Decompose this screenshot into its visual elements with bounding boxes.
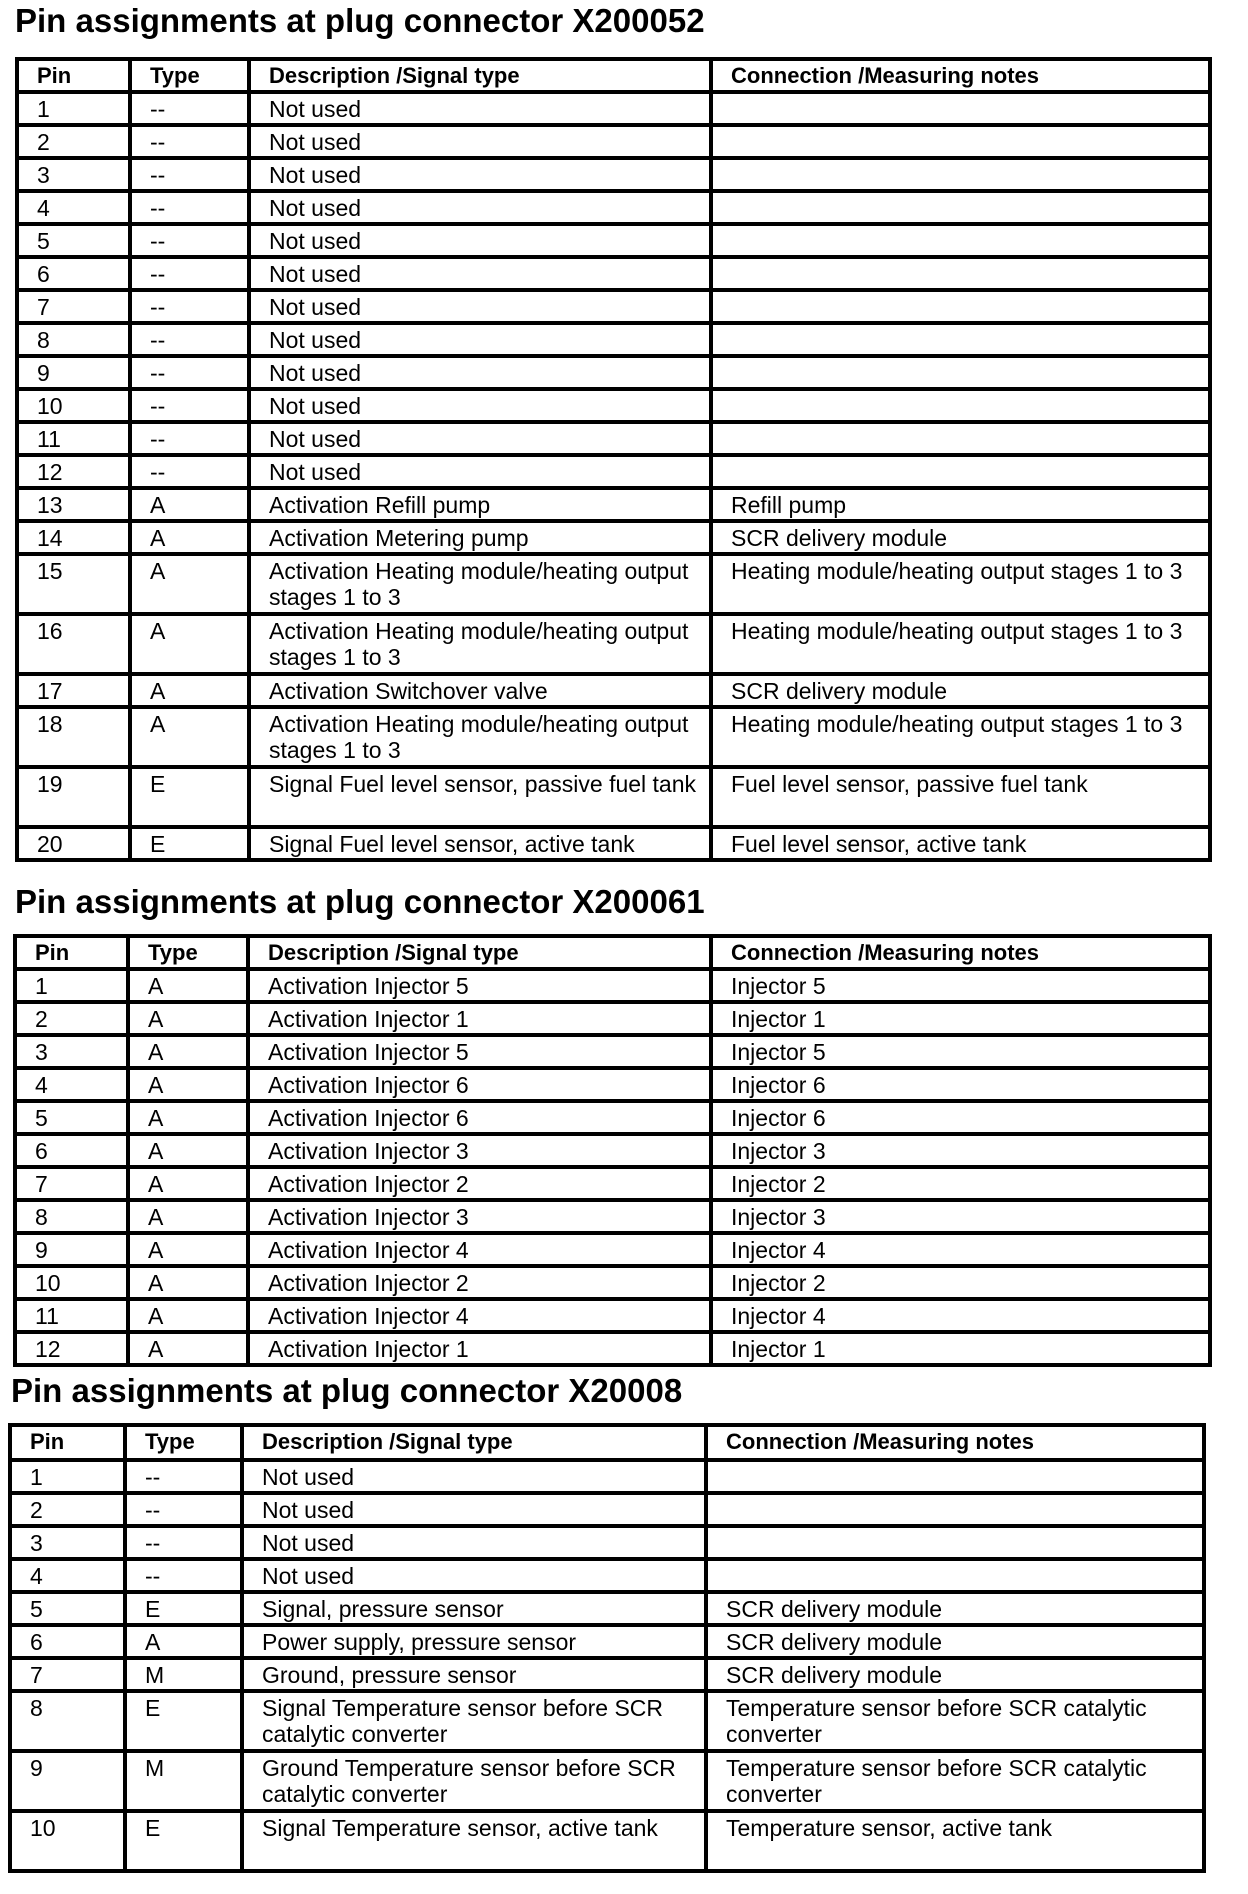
pin-cell: 18 — [17, 707, 130, 767]
type-cell: A — [128, 1167, 248, 1200]
type-cell: A — [128, 1233, 248, 1266]
connection-cell: SCR delivery module — [706, 1658, 1204, 1691]
description-cell: Not used — [249, 257, 711, 290]
type-cell: A — [128, 1299, 248, 1332]
table-row — [17, 614, 1210, 674]
type-cell: -- — [130, 323, 249, 356]
connection-cell: Refill pump — [711, 488, 1210, 521]
type-cell: A — [130, 521, 249, 554]
connection-cell: Injector 6 — [711, 1101, 1210, 1134]
type-cell: -- — [130, 356, 249, 389]
connection-cell: Heating module/heating output stages 1 to 3 — [711, 707, 1210, 767]
pin-cell: 4 — [10, 1559, 125, 1592]
type-cell: -- — [130, 191, 249, 224]
connection-cell: Injector 6 — [711, 1068, 1210, 1101]
connection-cell — [711, 92, 1210, 125]
pin-cell: 10 — [10, 1811, 125, 1871]
pin-cell: 11 — [17, 422, 130, 455]
connection-cell — [711, 191, 1210, 224]
description-cell: Activation Injector 6 — [248, 1101, 711, 1134]
pin-cell: 15 — [17, 554, 130, 614]
header-description: Description /Signal type — [249, 59, 711, 92]
pin-cell: 12 — [15, 1332, 128, 1365]
pin-cell: 9 — [10, 1751, 125, 1811]
description-cell: Not used — [242, 1460, 706, 1493]
pin-cell: 2 — [10, 1493, 125, 1526]
connection-cell: Injector 5 — [711, 969, 1210, 1002]
table-row — [17, 674, 1210, 707]
connection-cell — [711, 257, 1210, 290]
table-row — [10, 1751, 1204, 1811]
connection-cell: Injector 4 — [711, 1233, 1210, 1266]
connection-cell — [711, 455, 1210, 488]
table-row — [15, 1101, 1210, 1134]
section-title-x20008: Pin assignments at plug connector X20008 — [11, 1372, 683, 1409]
type-cell: E — [125, 1811, 242, 1871]
table-row — [15, 1002, 1210, 1035]
table-row — [17, 521, 1210, 554]
description-cell: Activation Injector 6 — [248, 1068, 711, 1101]
type-cell: A — [128, 1101, 248, 1134]
description-cell: Signal Fuel level sensor, passive fuel tank — [249, 767, 711, 827]
connection-cell — [706, 1526, 1204, 1559]
description-cell: Activation Injector 5 — [248, 1035, 711, 1068]
connection-cell: Temperature sensor before SCR catalytic converter — [706, 1751, 1204, 1811]
pin-cell: 17 — [17, 674, 130, 707]
table-row — [15, 1233, 1210, 1266]
table-row — [15, 1035, 1210, 1068]
type-cell: -- — [130, 158, 249, 191]
description-cell: Not used — [249, 158, 711, 191]
table-row — [17, 290, 1210, 323]
pin-cell: 10 — [17, 389, 130, 422]
pin-table-x200061 — [13, 934, 1212, 1367]
type-cell: E — [130, 767, 249, 827]
table-row — [10, 1559, 1204, 1592]
pin-cell: 2 — [15, 1002, 128, 1035]
type-cell: A — [130, 488, 249, 521]
connection-cell — [711, 356, 1210, 389]
type-cell: A — [130, 554, 249, 614]
description-cell: Signal Temperature sensor, active tank — [242, 1811, 706, 1871]
table-row — [10, 1526, 1204, 1559]
header-description: Description /Signal type — [242, 1425, 706, 1460]
description-cell: Signal, pressure sensor — [242, 1592, 706, 1625]
type-cell: -- — [130, 455, 249, 488]
connection-cell: Injector 4 — [711, 1299, 1210, 1332]
header-type: Type — [125, 1425, 242, 1460]
type-cell: -- — [130, 224, 249, 257]
table-row — [15, 1266, 1210, 1299]
type-cell: -- — [130, 257, 249, 290]
connection-cell — [711, 290, 1210, 323]
pin-cell: 6 — [15, 1134, 128, 1167]
description-cell: Not used — [249, 455, 711, 488]
table-row — [15, 1068, 1210, 1101]
description-cell: Activation Switchover valve — [249, 674, 711, 707]
pin-cell: 3 — [15, 1035, 128, 1068]
section-title-x200061: Pin assignments at plug connector X200061 — [15, 883, 705, 920]
connection-cell: Injector 1 — [711, 1332, 1210, 1365]
connection-cell: Injector 1 — [711, 1002, 1210, 1035]
type-cell: A — [128, 1266, 248, 1299]
table-row — [17, 554, 1210, 614]
connection-cell — [711, 224, 1210, 257]
pin-table-x200052 — [15, 57, 1212, 862]
table-row — [15, 1134, 1210, 1167]
pin-cell: 6 — [10, 1625, 125, 1658]
pin-cell: 5 — [17, 224, 130, 257]
connection-cell — [711, 323, 1210, 356]
pin-cell: 9 — [17, 356, 130, 389]
type-cell: -- — [130, 92, 249, 125]
table-row — [17, 707, 1210, 767]
pin-cell: 9 — [15, 1233, 128, 1266]
table-row — [10, 1625, 1204, 1658]
connection-cell — [706, 1493, 1204, 1526]
type-cell: -- — [130, 290, 249, 323]
header-connection: Connection /Measuring notes — [711, 936, 1210, 969]
pin-cell: 7 — [10, 1658, 125, 1691]
pin-table-x20008 — [8, 1423, 1206, 1873]
pin-cell: 3 — [10, 1526, 125, 1559]
type-cell: -- — [130, 422, 249, 455]
pin-cell: 4 — [15, 1068, 128, 1101]
description-cell: Not used — [242, 1559, 706, 1592]
pin-cell: 11 — [15, 1299, 128, 1332]
header-pin: Pin — [17, 59, 130, 92]
table-row — [15, 1299, 1210, 1332]
connection-cell: Injector 5 — [711, 1035, 1210, 1068]
type-cell: -- — [125, 1526, 242, 1559]
table-row — [17, 323, 1210, 356]
table-row — [17, 389, 1210, 422]
description-cell: Signal Temperature sensor before SCR catalytic converter — [242, 1691, 706, 1751]
description-cell: Not used — [242, 1526, 706, 1559]
table-row — [10, 1811, 1204, 1871]
table-row — [10, 1691, 1204, 1751]
table-row — [15, 969, 1210, 1002]
table-row — [17, 767, 1210, 827]
description-cell: Activation Heating module/heating output stages 1 to 3 — [249, 614, 711, 674]
type-cell: -- — [125, 1493, 242, 1526]
pin-cell: 16 — [17, 614, 130, 674]
pin-cell: 1 — [15, 969, 128, 1002]
header-connection: Connection /Measuring notes — [706, 1425, 1204, 1460]
description-cell: Not used — [249, 290, 711, 323]
pin-cell: 20 — [17, 827, 130, 860]
table-row — [17, 455, 1210, 488]
table-row — [10, 1460, 1204, 1493]
table-header-row — [17, 59, 1210, 92]
type-cell: A — [128, 969, 248, 1002]
connection-cell: Heating module/heating output stages 1 to 3 — [711, 554, 1210, 614]
connection-cell — [711, 125, 1210, 158]
type-cell: A — [130, 614, 249, 674]
header-connection: Connection /Measuring notes — [711, 59, 1210, 92]
connection-cell: SCR delivery module — [711, 521, 1210, 554]
pin-cell: 2 — [17, 125, 130, 158]
table-row — [17, 257, 1210, 290]
connection-cell: Injector 2 — [711, 1266, 1210, 1299]
type-cell: A — [128, 1002, 248, 1035]
pin-cell: 8 — [10, 1691, 125, 1751]
header-type: Type — [130, 59, 249, 92]
description-cell: Activation Injector 1 — [248, 1002, 711, 1035]
header-pin: Pin — [10, 1425, 125, 1460]
pin-cell: 14 — [17, 521, 130, 554]
type-cell: E — [125, 1592, 242, 1625]
pin-cell: 19 — [17, 767, 130, 827]
description-cell: Not used — [249, 92, 711, 125]
connection-cell — [711, 389, 1210, 422]
description-cell: Activation Refill pump — [249, 488, 711, 521]
type-cell: -- — [125, 1460, 242, 1493]
description-cell: Not used — [249, 422, 711, 455]
description-cell: Signal Fuel level sensor, active tank — [249, 827, 711, 860]
description-cell: Activation Injector 3 — [248, 1200, 711, 1233]
header-pin: Pin — [15, 936, 128, 969]
table-row — [17, 224, 1210, 257]
description-cell: Power supply, pressure sensor — [242, 1625, 706, 1658]
table-row — [15, 1200, 1210, 1233]
table-row — [10, 1493, 1204, 1526]
connection-cell: Temperature sensor before SCR catalytic converter — [706, 1691, 1204, 1751]
description-cell: Ground, pressure sensor — [242, 1658, 706, 1691]
table-row — [17, 422, 1210, 455]
type-cell: A — [128, 1332, 248, 1365]
pin-cell: 8 — [15, 1200, 128, 1233]
pin-cell: 3 — [17, 158, 130, 191]
table-row — [15, 1167, 1210, 1200]
connection-cell — [711, 422, 1210, 455]
type-cell: A — [128, 1200, 248, 1233]
description-cell: Not used — [249, 389, 711, 422]
type-cell: A — [130, 707, 249, 767]
table-row — [17, 356, 1210, 389]
description-cell: Activation Heating module/heating output stages 1 to 3 — [249, 707, 711, 767]
pin-cell: 5 — [15, 1101, 128, 1134]
table-header-row — [15, 936, 1210, 969]
description-cell: Not used — [242, 1493, 706, 1526]
description-cell: Activation Injector 2 — [248, 1266, 711, 1299]
table-row — [17, 827, 1210, 860]
table-row — [17, 488, 1210, 521]
pin-cell: 7 — [17, 290, 130, 323]
description-cell: Activation Injector 3 — [248, 1134, 711, 1167]
pin-cell: 1 — [10, 1460, 125, 1493]
type-cell: A — [128, 1068, 248, 1101]
connection-cell — [706, 1460, 1204, 1493]
table-row — [10, 1592, 1204, 1625]
pin-cell: 8 — [17, 323, 130, 356]
description-cell: Not used — [249, 191, 711, 224]
connection-cell — [711, 158, 1210, 191]
table-row — [17, 125, 1210, 158]
connection-cell: Injector 3 — [711, 1200, 1210, 1233]
section-title-x200052: Pin assignments at plug connector X200052 — [15, 2, 705, 39]
pin-cell: 12 — [17, 455, 130, 488]
table-row — [17, 158, 1210, 191]
connection-cell: Fuel level sensor, active tank — [711, 827, 1210, 860]
connection-cell: Heating module/heating output stages 1 to 3 — [711, 614, 1210, 674]
description-cell: Not used — [249, 125, 711, 158]
type-cell: A — [128, 1134, 248, 1167]
description-cell: Activation Injector 4 — [248, 1299, 711, 1332]
type-cell: E — [125, 1691, 242, 1751]
pin-cell: 5 — [10, 1592, 125, 1625]
type-cell: A — [128, 1035, 248, 1068]
connection-cell: SCR delivery module — [706, 1625, 1204, 1658]
type-cell: M — [125, 1658, 242, 1691]
table-row — [10, 1658, 1204, 1691]
description-cell: Activation Metering pump — [249, 521, 711, 554]
type-cell: -- — [125, 1559, 242, 1592]
description-cell: Not used — [249, 224, 711, 257]
connection-cell: SCR delivery module — [711, 674, 1210, 707]
table-row — [17, 191, 1210, 224]
connection-cell: Fuel level sensor, passive fuel tank — [711, 767, 1210, 827]
type-cell: -- — [130, 389, 249, 422]
type-cell: A — [130, 674, 249, 707]
description-cell: Not used — [249, 323, 711, 356]
table-header-row — [10, 1425, 1204, 1460]
pin-cell: 10 — [15, 1266, 128, 1299]
description-cell: Activation Injector 5 — [248, 969, 711, 1002]
connection-cell: Injector 3 — [711, 1134, 1210, 1167]
type-cell: E — [130, 827, 249, 860]
header-description: Description /Signal type — [248, 936, 711, 969]
connection-cell: Injector 2 — [711, 1167, 1210, 1200]
pin-cell: 7 — [15, 1167, 128, 1200]
description-cell: Ground Temperature sensor before SCR catalytic converter — [242, 1751, 706, 1811]
description-cell: Not used — [249, 356, 711, 389]
description-cell: Activation Injector 1 — [248, 1332, 711, 1365]
table-row — [17, 92, 1210, 125]
description-cell: Activation Injector 4 — [248, 1233, 711, 1266]
header-type: Type — [128, 936, 248, 969]
pin-cell: 4 — [17, 191, 130, 224]
connection-cell: Temperature sensor, active tank — [706, 1811, 1204, 1871]
pin-cell: 6 — [17, 257, 130, 290]
description-cell: Activation Injector 2 — [248, 1167, 711, 1200]
table-row — [15, 1332, 1210, 1365]
type-cell: A — [125, 1625, 242, 1658]
connection-cell: SCR delivery module — [706, 1592, 1204, 1625]
pin-cell: 1 — [17, 92, 130, 125]
connection-cell — [706, 1559, 1204, 1592]
description-cell: Activation Heating module/heating output stages 1 to 3 — [249, 554, 711, 614]
type-cell: -- — [130, 125, 249, 158]
pin-cell: 13 — [17, 488, 130, 521]
type-cell: M — [125, 1751, 242, 1811]
